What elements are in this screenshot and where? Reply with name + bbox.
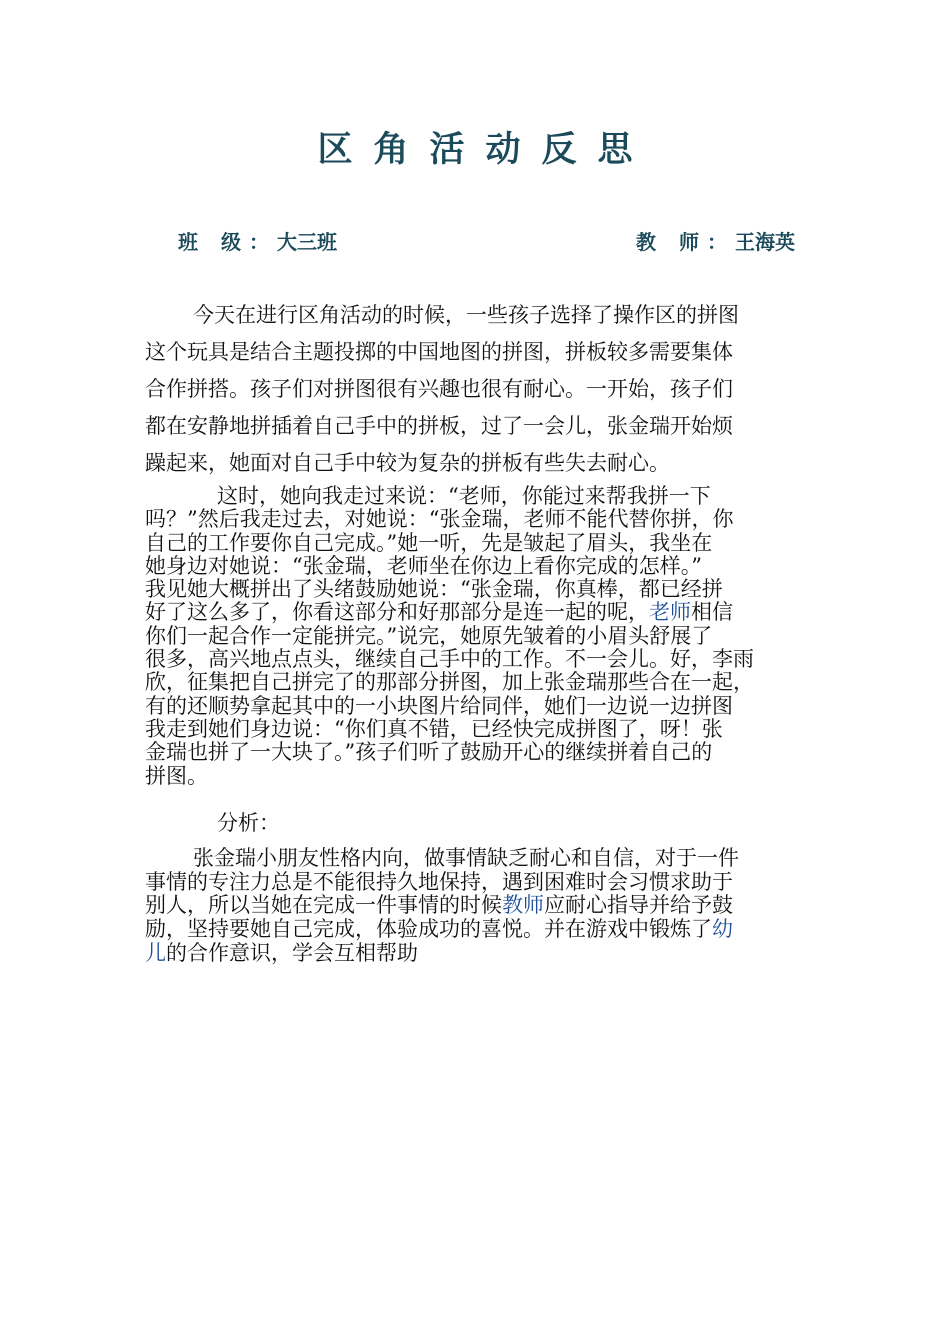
class-info [178, 228, 337, 256]
document-title: 区角活动反思 [317, 130, 654, 170]
paragraph-line: 合作拼搭。孩子们对拼图很有兴趣也很有耐心。一开始，孩子们 [145, 377, 733, 401]
paragraph-line: 欣，征集把自己拼完了的那部分拼图，加上张金瑞那些合在一起， [145, 670, 754, 695]
text-segment: 好了这么多了，你看这部分和好那部分是连一起的呢， [145, 600, 649, 625]
text-segment: 应耐心指导并给予鼓 [544, 893, 733, 918]
child-link-part2[interactable]: 儿 [145, 940, 166, 965]
paragraph-line: 金瑞也拼了一大块了。”孩子们听了鼓励开心的继续拼着自己的 [145, 740, 713, 765]
paragraph-line [145, 894, 825, 918]
paragraph-analysis [145, 847, 825, 966]
paragraph-line: 你们一起合作一定能拼完。”说完，她原先皱着的小眉头舒展了 [145, 623, 713, 648]
teacher-label: 教 师： [636, 230, 735, 254]
paragraph-line: 躁起来，她面对自己手中较为复杂的拼板有些失去耐心。 [145, 451, 670, 475]
class-label: 班 级： [178, 230, 277, 254]
paragraph-line [145, 601, 825, 624]
teacher-info [636, 228, 795, 256]
paragraph-line [145, 942, 825, 966]
text-segment: 别人，所以当她在完成一件事情的时候 [145, 893, 502, 918]
paragraph-line: 她身边对她说：“张金瑞，老师坐在你边上看你完成的怎样。” [145, 553, 702, 578]
paragraph-line: 这个玩具是结合主题投掷的中国地图的拼图，拼板较多需要集体 [145, 340, 733, 364]
paragraph-line: 今天在进行区角活动的时候，一些孩子选择了操作区的拼图 [193, 303, 739, 327]
text-segment: 相信 [691, 600, 733, 625]
analysis-heading [145, 810, 825, 836]
paragraph-line: 拼图。 [145, 763, 208, 788]
teacher-link[interactable]: 老师 [649, 600, 691, 625]
paragraph-line: 我走到她们身边说：“你们真不错，已经快完成拼图了，呀！张 [145, 716, 723, 741]
paragraph-line: 很多，高兴地点点头，继续自己手中的工作。不一会儿。好，李雨 [145, 647, 754, 672]
paragraph-line: 吗？”然后我走过去，对她说：“张金瑞，老师不能代替你拼，你 [145, 507, 734, 532]
paragraph-line [145, 918, 825, 942]
paragraph-dialogue [145, 485, 825, 788]
analysis-label: 分析： [217, 811, 280, 835]
paragraph-intro [145, 297, 825, 482]
educator-link[interactable]: 教师 [502, 893, 544, 918]
paragraph-line: 我见她大概拼出了头绪鼓励她说：“张金瑞，你真棒，都已经拼 [145, 577, 723, 602]
paragraph-line: 都在安静地拼插着自己手中的拼板，过了一会儿，张金瑞开始烦 [145, 414, 733, 438]
paragraph-line: 有的还顺势拿起其中的一小块图片给同伴，她们一边说一边拼图 [145, 693, 733, 718]
paragraph-line: 张金瑞小朋友性格内向，做事情缺乏耐心和自信，对于一件 [193, 846, 739, 870]
text-segment: 的合作意识，学会互相帮助 [166, 940, 418, 965]
text-segment: 励，坚持要她自己完成，体验成功的喜悦。并在游戏中锻炼了 [145, 917, 712, 942]
child-link-part1[interactable]: 幼 [712, 917, 733, 942]
paragraph-line: 这时，她向我走过来说：“老师，你能过来帮我拼一下 [217, 484, 711, 508]
class-value: 大三班 [276, 230, 337, 254]
teacher-value: 王海英 [734, 230, 795, 254]
paragraph-line: 事情的专注力总是不能很持久地保持，遇到困难时会习惯求助于 [145, 869, 733, 894]
paragraph-line: 自己的工作要你自己完成。”她一听，先是皱起了眉头，我坐在 [145, 530, 713, 555]
